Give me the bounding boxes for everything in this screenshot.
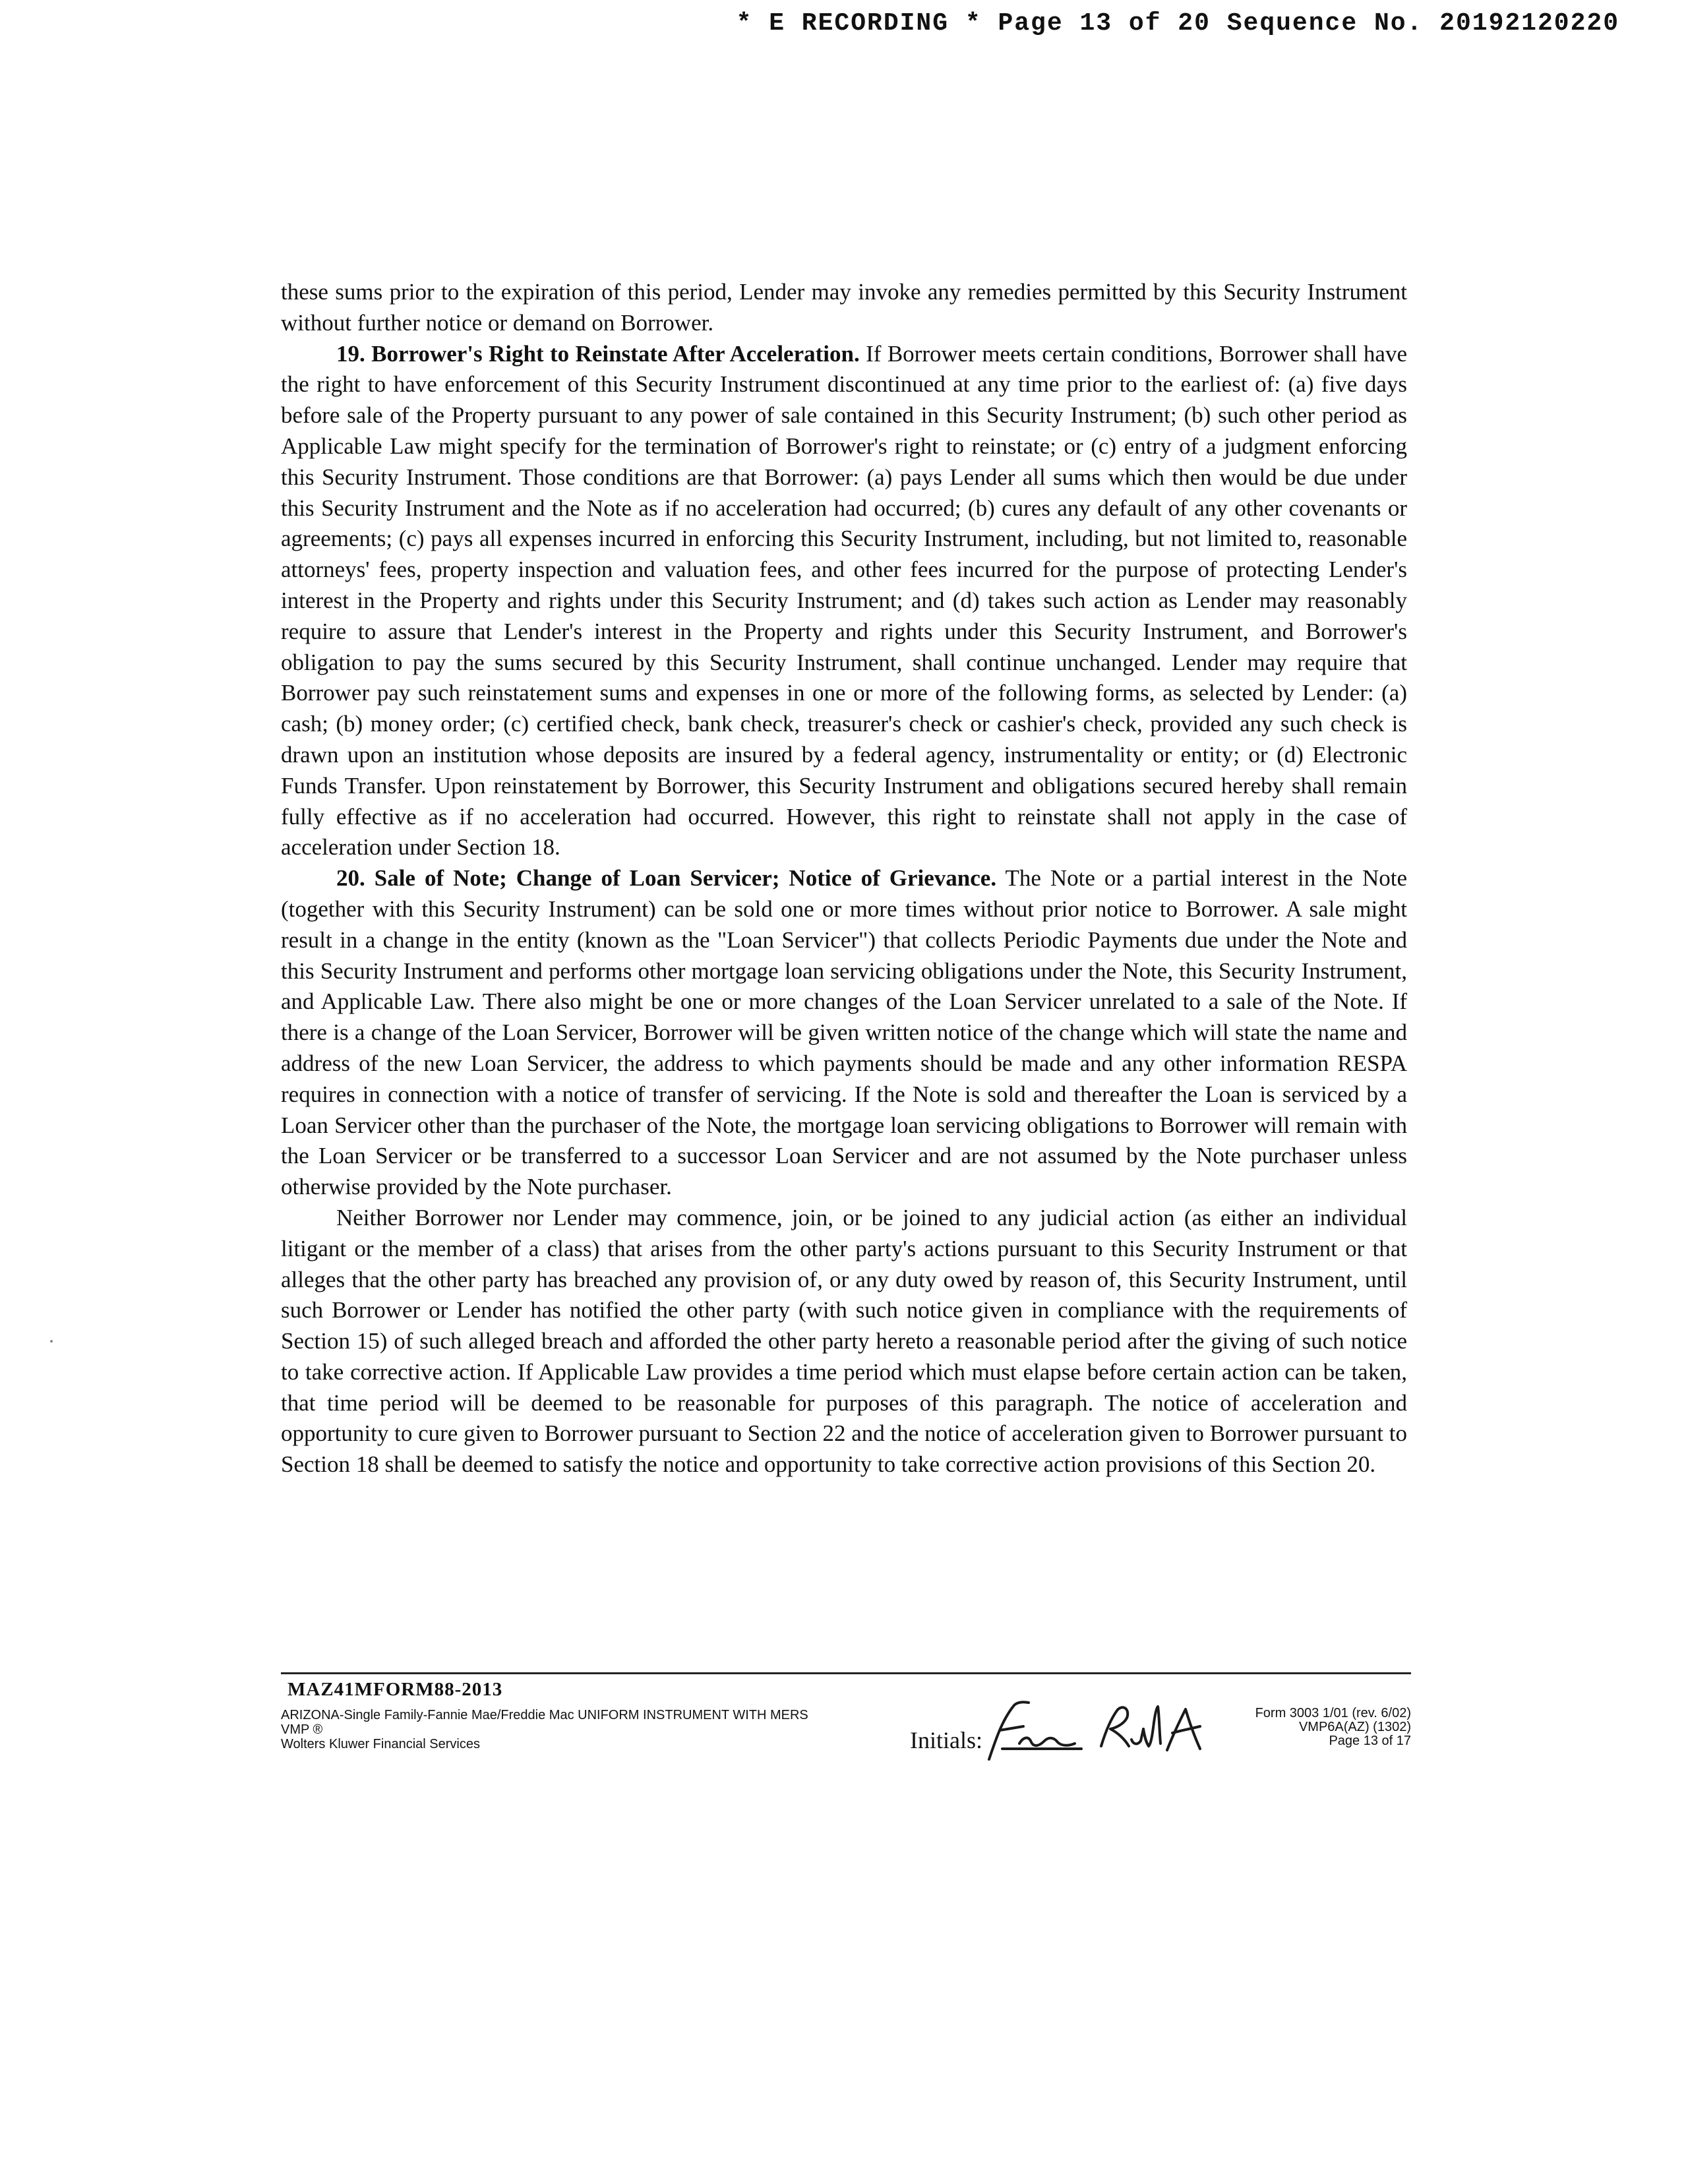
section-19-text: If Borrower meets certain conditions, Borrower shall have the right to have enforcement of this Security Instrument discontinued at any time prior to the earliest of: (a) five days before sale of the Property pursuant to any power of sale contained in this Security Instrument; (b) such other period as Applicable Law might specify for the termination of Borrower's right to reinstate; or (c) entry of a judgment enforcing this Security Instrument. Those conditions are that Borrower: (a) pays Lender all sums which then would be due under this Security Instrument and the Note as if no acceleration had occurred; (b) cures any default of any other covenants or agreements; (c) pays all expenses incurred in enforcing this Security Instrument, including, but not limited to, reasonable attorneys' fees, property inspection and valuation fees, and other fees incurred for the purpose of protecting Lender's interest in the Property and rights under this Security Instrument; and (d) takes such action as Lender may reasonably require to assure that Lender's interest in the Property and rights under this Security Instrument, and Borrower's obligation to pay the sums secured by this Security Instrument, shall continue unchanged. Lender may require that Borrower pay such reinstatement sums and expenses in one or more of the following forms, as selected by Lender: (a) cash; (b) money order; (c) certified check, bank check, treasurer's check or cashier's check, provided any such check is drawn upon an institution whose deposits are insured by a federal agency, instrumentality or entity; or (d) Electronic Funds Transfer. Upon reinstatement by Borrower, this Security Instrument and obligations secured hereby shall remain fully effective as if no acceleration had occurred. However, this right to reinstate shall not apply in the case of acceleration under Section 18. [281, 340, 1407, 861]
section-20-text: The Note or a partial interest in the Note (together with this Security Instrument) can be sold one or more times without prior notice to Borrower. A sale might result in a change in the entity (known as the "Loan Servicer") that collects Periodic Payments due under the Note and this Security Instrument and performs other mortgage loan servicing obligations under the Note, this Security Instrument, and Applicable Law. There also might be one or more changes of the Loan Servicer unrelated to a sale of the Note. If there is a change of the Loan Servicer, Borrower will be given written notice of the change which will state the name and address of the new Loan Servicer, the address to which payments should be made and any other information RESPA requires in connection with a notice of transfer of servicing. If the Note is sold and thereafter the Loan is serviced by a Loan Servicer other than the purchaser of the Note, the mortgage loan servicing obligations to Borrower will remain with the Loan Servicer or be transferred to a successor Loan Servicer and are not assumed by the Note purchaser unless otherwise provided by the Note purchaser. [281, 865, 1407, 1200]
initials-label: Initials: [910, 1727, 982, 1753]
page-number: Page 13 of 17 [1329, 1734, 1411, 1748]
scan-speck [50, 1340, 53, 1343]
section-19-paragraph [281, 339, 1407, 864]
vmp-code: VMP6A(AZ) (1302) [1298, 1720, 1411, 1734]
form-description: ARIZONA-Single Family-Fannie Mae/Freddie Mac UNIFORM INSTRUMENT WITH MERS [281, 1708, 808, 1722]
publisher-name: Wolters Kluwer Financial Services [281, 1737, 480, 1751]
footer-divider [281, 1672, 1411, 1674]
form-code: MAZ41MFORM88-2013 [287, 1679, 503, 1700]
section-20-paragraph [281, 863, 1407, 1203]
footer-form-number [1255, 1707, 1411, 1748]
judicial-action-paragraph: Neither Borrower nor Lender may commence, join, or be joined to any judicial action (as either an individual litigant or the member of a class) that arises from the other party's actions pursuant to this Security Instrument or that alleges that the other party has breached any provision of, or any duty owed by reason of, this Security Instrument, until such Borrower or Lender has notified the other party (with such notice given in compliance with the requirements of Section 15) of such alleged breach and afforded the other party hereto a reasonable period after the giving of such notice to take corrective action. If Applicable Law provides a time period which must elapse before certain action can be taken, that time period will be deemed to be reasonable for purposes of this paragraph. The notice of acceleration and opportunity to cure given to Borrower pursuant to Section 22 and the notice of acceleration given to Borrower pursuant to Section 18 shall be deemed to satisfy the notice and opportunity to take corrective action provisions of this Section 20. [281, 1204, 1407, 1478]
continuation-paragraph: these sums prior to the expiration of this period, Lender may invoke any remedies permitted by this Security Instrument without further notice or demand on Borrower. [281, 279, 1407, 336]
document-body [281, 277, 1407, 1480]
handwritten-initials [976, 1693, 1213, 1766]
recording-header: * E RECORDING * Page 13 of 20 Sequence No. 20192120220 [736, 9, 1619, 38]
form-number: Form 3003 1/01 (rev. 6/02) [1255, 1706, 1411, 1720]
section-19-heading: 19. Borrower's Right to Reinstate After Acceleration. [336, 340, 860, 367]
footer-form-info [281, 1708, 808, 1751]
vmp-mark: VMP ® [281, 1722, 323, 1737]
section-20-heading: 20. Sale of Note; Change of Loan Servicer; Notice of Grievance. [336, 865, 997, 892]
